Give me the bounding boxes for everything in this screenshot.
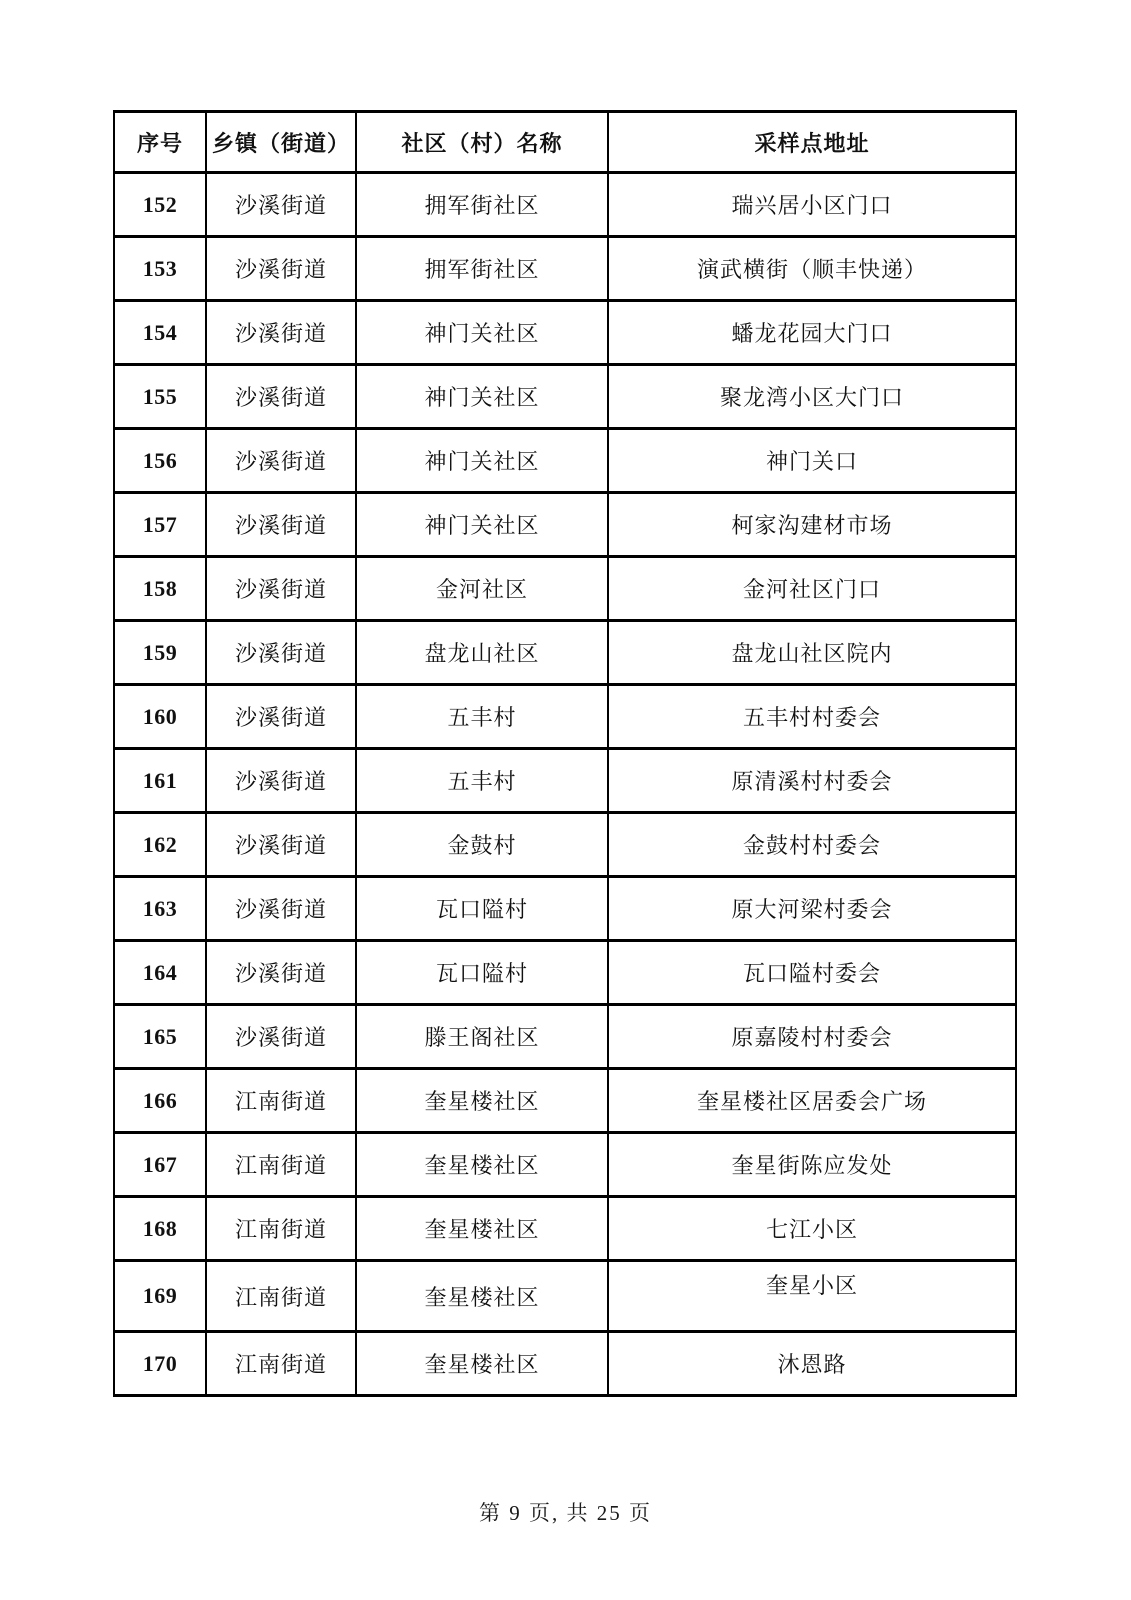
community-cell: 奎星楼社区 (356, 1332, 608, 1396)
town-cell: 沙溪街道 (206, 621, 356, 685)
table-row (114, 1005, 1016, 1069)
serial-number-cell: 152 (114, 173, 206, 237)
town-cell: 沙溪街道 (206, 173, 356, 237)
serial-number-cell: 153 (114, 237, 206, 301)
serial-number-cell: 157 (114, 493, 206, 557)
table-row (114, 941, 1016, 1005)
town-cell: 沙溪街道 (206, 1005, 356, 1069)
address-cell: 奎星小区 (608, 1261, 1016, 1332)
community-cell: 神门关社区 (356, 493, 608, 557)
address-cell: 演武横街（顺丰快递） (608, 237, 1016, 301)
header-serial-number: 序号 (114, 112, 206, 173)
table-row (114, 621, 1016, 685)
table-row (114, 1069, 1016, 1133)
table-row (114, 173, 1016, 237)
town-cell: 沙溪街道 (206, 237, 356, 301)
community-cell: 神门关社区 (356, 301, 608, 365)
town-cell: 江南街道 (206, 1069, 356, 1133)
address-cell: 金鼓村村委会 (608, 813, 1016, 877)
community-cell: 瓦口隘村 (356, 941, 608, 1005)
address-cell: 金河社区门口 (608, 557, 1016, 621)
community-cell: 盘龙山社区 (356, 621, 608, 685)
community-cell: 拥军街社区 (356, 237, 608, 301)
serial-number-cell: 164 (114, 941, 206, 1005)
address-cell: 原嘉陵村村委会 (608, 1005, 1016, 1069)
table-row (114, 1197, 1016, 1261)
community-cell: 拥军街社区 (356, 173, 608, 237)
community-cell: 金河社区 (356, 557, 608, 621)
serial-number-cell: 158 (114, 557, 206, 621)
town-cell: 沙溪街道 (206, 749, 356, 813)
header-town-street: 乡镇（街道） (206, 112, 356, 173)
table-row (114, 1261, 1016, 1332)
serial-number-cell: 159 (114, 621, 206, 685)
page-footer: 第 9 页, 共 25 页 (479, 1501, 652, 1525)
table-body (114, 173, 1016, 1396)
table-row (114, 493, 1016, 557)
address-cell: 奎星街陈应发处 (608, 1133, 1016, 1197)
community-cell: 奎星楼社区 (356, 1197, 608, 1261)
address-cell: 瑞兴居小区门口 (608, 173, 1016, 237)
serial-number-cell: 170 (114, 1332, 206, 1396)
table-row (114, 1332, 1016, 1396)
serial-number-cell: 156 (114, 429, 206, 493)
community-cell: 神门关社区 (356, 365, 608, 429)
table-header-row (114, 112, 1016, 173)
town-cell: 江南街道 (206, 1261, 356, 1332)
serial-number-cell: 168 (114, 1197, 206, 1261)
address-cell: 蟠龙花园大门口 (608, 301, 1016, 365)
town-cell: 沙溪街道 (206, 941, 356, 1005)
serial-number-cell: 169 (114, 1261, 206, 1332)
serial-number-cell: 162 (114, 813, 206, 877)
address-cell: 盘龙山社区院内 (608, 621, 1016, 685)
table-row (114, 237, 1016, 301)
community-cell: 五丰村 (356, 749, 608, 813)
table-row (114, 429, 1016, 493)
address-cell: 原大河梁村委会 (608, 877, 1016, 941)
town-cell: 沙溪街道 (206, 493, 356, 557)
town-cell: 沙溪街道 (206, 429, 356, 493)
serial-number-cell: 161 (114, 749, 206, 813)
serial-number-cell: 165 (114, 1005, 206, 1069)
town-cell: 沙溪街道 (206, 685, 356, 749)
address-cell: 五丰村村委会 (608, 685, 1016, 749)
address-cell: 瓦口隘村委会 (608, 941, 1016, 1005)
table-row (114, 301, 1016, 365)
community-cell: 奎星楼社区 (356, 1261, 608, 1332)
address-cell: 柯家沟建材市场 (608, 493, 1016, 557)
header-community-village: 社区（村）名称 (356, 112, 608, 173)
community-cell: 滕王阁社区 (356, 1005, 608, 1069)
address-cell: 沐恩路 (608, 1332, 1016, 1396)
community-cell: 五丰村 (356, 685, 608, 749)
community-cell: 奎星楼社区 (356, 1069, 608, 1133)
table-row (114, 557, 1016, 621)
table-row (114, 749, 1016, 813)
address-cell: 七江小区 (608, 1197, 1016, 1261)
town-cell: 沙溪街道 (206, 301, 356, 365)
address-cell: 神门关口 (608, 429, 1016, 493)
town-cell: 江南街道 (206, 1197, 356, 1261)
address-cell: 原清溪村村委会 (608, 749, 1016, 813)
table-row (114, 877, 1016, 941)
community-cell: 奎星楼社区 (356, 1133, 608, 1197)
serial-number-cell: 160 (114, 685, 206, 749)
address-cell: 奎星楼社区居委会广场 (608, 1069, 1016, 1133)
table-row (114, 685, 1016, 749)
town-cell: 沙溪街道 (206, 813, 356, 877)
table-row (114, 1133, 1016, 1197)
community-cell: 金鼓村 (356, 813, 608, 877)
serial-number-cell: 163 (114, 877, 206, 941)
serial-number-cell: 166 (114, 1069, 206, 1133)
serial-number-cell: 167 (114, 1133, 206, 1197)
town-cell: 沙溪街道 (206, 557, 356, 621)
town-cell: 江南街道 (206, 1133, 356, 1197)
town-cell: 江南街道 (206, 1332, 356, 1396)
sampling-points-table (113, 110, 1017, 1397)
town-cell: 沙溪街道 (206, 365, 356, 429)
address-cell: 聚龙湾小区大门口 (608, 365, 1016, 429)
serial-number-cell: 155 (114, 365, 206, 429)
community-cell: 瓦口隘村 (356, 877, 608, 941)
table-row (114, 365, 1016, 429)
serial-number-cell: 154 (114, 301, 206, 365)
town-cell: 沙溪街道 (206, 877, 356, 941)
header-sampling-address: 采样点地址 (608, 112, 1016, 173)
table-row (114, 813, 1016, 877)
community-cell: 神门关社区 (356, 429, 608, 493)
